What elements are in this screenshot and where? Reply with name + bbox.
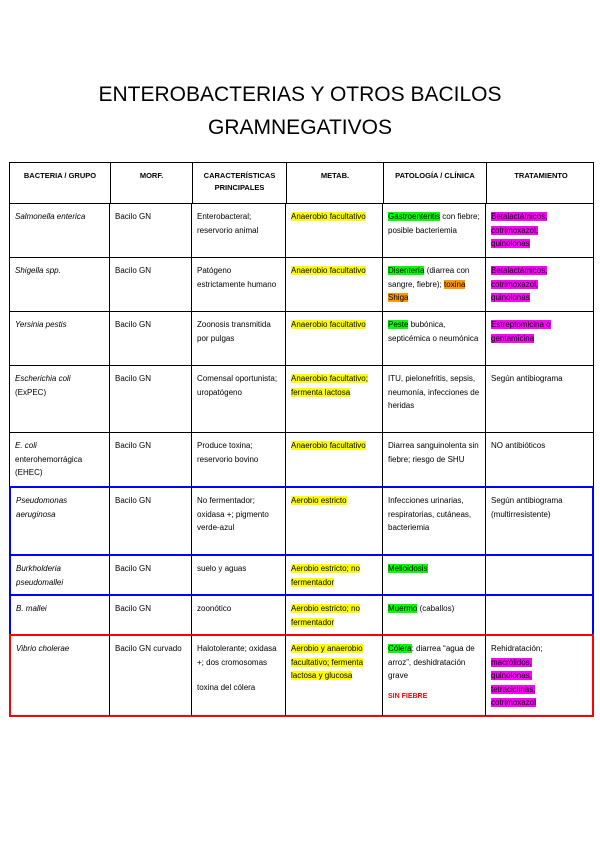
cell-caract: zoonótico bbox=[192, 594, 286, 634]
cell-morf: Bacilo GN bbox=[110, 203, 192, 257]
cell-patologia: Melioidosis bbox=[383, 554, 486, 594]
cell-metab: Anaerobio facultativo; fermenta lactosa bbox=[286, 365, 383, 432]
table-row bbox=[9, 365, 594, 432]
cell-tratamiento bbox=[486, 594, 594, 634]
table-row bbox=[9, 203, 594, 257]
table-row bbox=[9, 634, 594, 717]
cell-bacteria: B. mallei bbox=[9, 594, 110, 634]
cell-caract: Produce toxina; reservorio bovino bbox=[192, 432, 286, 486]
cell-caract: Zoonosis transmitida por pulgas bbox=[192, 311, 286, 365]
cell-patologia: Cólera: diarrea “agua de arroz”, deshidratación grave SIN FIEBRE bbox=[383, 634, 486, 717]
table-header bbox=[9, 162, 594, 203]
cell-caract: No fermentador; oxidasa +; pigmento verde-azul bbox=[192, 486, 286, 554]
cell-metab: Anaerobio facultativo bbox=[286, 257, 383, 311]
cell-bacteria: Burkholderia pseudomallei bbox=[9, 554, 110, 594]
table-row bbox=[9, 554, 594, 594]
header-patologia: PATOLOGÍA / CLÍNICA bbox=[384, 163, 487, 203]
cell-tratamiento: Betalactámicos, cotrimoxazol, quinolonas bbox=[486, 203, 594, 257]
cell-patologia: Disentería (diarrea con sangre, fiebre); toxina Shiga bbox=[383, 257, 486, 311]
bacteria-table bbox=[9, 162, 594, 717]
table-row bbox=[9, 432, 594, 486]
table-row bbox=[9, 311, 594, 365]
cell-tratamiento: Estreptomicina o gentamicina bbox=[486, 311, 594, 365]
header-morf: MORF. bbox=[111, 163, 193, 203]
cell-metab: Anaerobio facultativo bbox=[286, 432, 383, 486]
header-tratamiento: TRATAMIENTO bbox=[514, 171, 568, 180]
cell-tratamiento bbox=[486, 554, 594, 594]
cell-patologia: Gastroenteritis con fiebre; posible bacteriemia bbox=[383, 203, 486, 257]
cell-morf: Bacilo GN bbox=[110, 554, 192, 594]
header-bacteria: BACTERIA / GRUPO bbox=[10, 163, 111, 203]
cell-bacteria: Pseudomonas aeruginosa bbox=[9, 486, 110, 554]
cell-metab: Anaerobio facultativo bbox=[286, 311, 383, 365]
cell-caract: Patógeno estrictamente humano bbox=[192, 257, 286, 311]
cell-caract: Halotolerante; oxidasa +; dos cromosomas toxina del cólera bbox=[192, 634, 286, 717]
cell-metab: Aerobio y anaerobio facultativo; fermenta lactosa y glucosa bbox=[286, 634, 383, 717]
cell-patologia: ITU, pielonefritis, sepsis, neumonía, infecciones de heridas bbox=[383, 365, 486, 432]
page-title: ENTEROBACTERIAS Y OTROS BACILOS GRAMNEGATIVOS bbox=[98, 83, 502, 139]
cell-metab: Aerobio estricto; no fermentador bbox=[286, 594, 383, 634]
cell-patologia: Infecciones urinarias, respiratorias, cutáneas, bacteriemia bbox=[383, 486, 486, 554]
cell-tratamiento: NO antibióticos bbox=[486, 432, 594, 486]
cell-morf: Bacilo GN bbox=[110, 257, 192, 311]
cell-patologia: Peste bubónica, septicémica o neumónica bbox=[383, 311, 486, 365]
table-row bbox=[9, 486, 594, 554]
cell-morf: Bacilo GN bbox=[110, 311, 192, 365]
cell-caract: Enterobacteral; reservorio animal bbox=[192, 203, 286, 257]
cell-metab: Anaerobio facultativo bbox=[286, 203, 383, 257]
cell-patologia: Muermo (caballos) bbox=[383, 594, 486, 634]
cell-bacteria: Vibrio cholerae bbox=[9, 634, 110, 717]
cell-patologia: Diarrea sanguinolenta sin fiebre; riesgo de SHU bbox=[383, 432, 486, 486]
cell-caract: suelo y aguas bbox=[192, 554, 286, 594]
cell-bacteria: Escherichia coli (ExPEC) bbox=[9, 365, 110, 432]
cell-morf: Bacilo GN bbox=[110, 432, 192, 486]
cell-bacteria: Salmonella enterica bbox=[9, 203, 110, 257]
cell-tratamiento: Betalactámicos, cotrimoxazol, quinolonas bbox=[486, 257, 594, 311]
header-metab: METAB. bbox=[287, 163, 384, 203]
cell-morf: Bacilo GN bbox=[110, 486, 192, 554]
header-caracteristicas: CARACTERÍSTICAS PRINCIPALES bbox=[193, 163, 287, 203]
cell-morf: Bacilo GN bbox=[110, 594, 192, 634]
cell-bacteria: E. coli enterohemorrágica (EHEC) bbox=[9, 432, 110, 486]
cell-tratamiento: Según antibiograma (multirresistente) bbox=[486, 486, 594, 554]
cell-morf: Bacilo GN curvado bbox=[110, 634, 192, 717]
cell-metab: Aerobio estricto; no fermentador bbox=[286, 554, 383, 594]
table-row bbox=[9, 257, 594, 311]
cell-morf: Bacilo GN bbox=[110, 365, 192, 432]
cell-tratamiento: Rehidratación; macrólidos, quinolonas, tetraciclinas, cotrimoxazol bbox=[486, 634, 594, 717]
cell-tratamiento: Según antibiograma bbox=[486, 365, 594, 432]
cell-metab: Aerobio estricto bbox=[286, 486, 383, 554]
cell-bacteria: Shigella spp. bbox=[9, 257, 110, 311]
cell-bacteria: Yersinia pestis bbox=[9, 311, 110, 365]
table-row bbox=[9, 594, 594, 634]
cell-caract: Comensal oportunista; uropatógeno bbox=[192, 365, 286, 432]
